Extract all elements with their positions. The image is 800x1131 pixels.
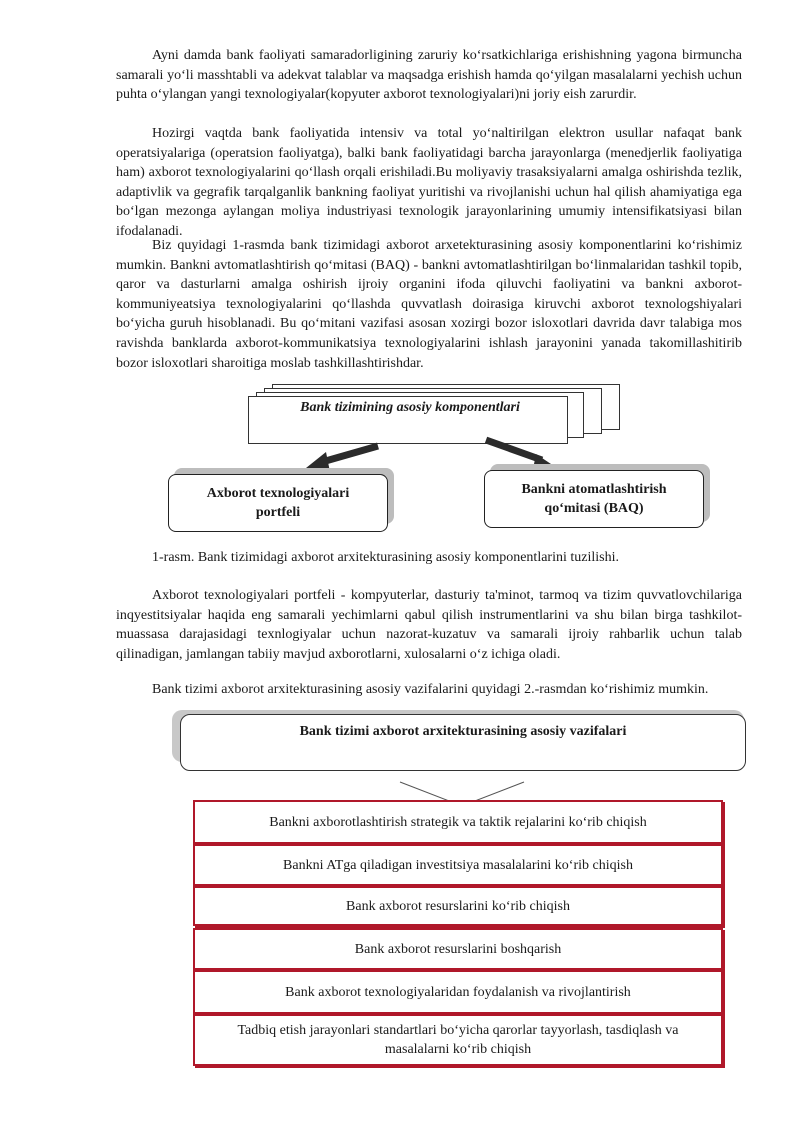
function-item-5: Bank axborot texnologiyalaridan foydalanish va rivojlantirish <box>193 970 723 1014</box>
figure-1-title: Bank tizimining asosiy komponentlari <box>300 400 520 415</box>
paragraph-1: Ayni damda bank faoliyati samaradorligining zaruriy ko‘rsatkichlariga erishishning yagona birmuncha samarali yo‘li masshtabli va adekvat talablar va maqsadga erishish hamda qo‘yilgan masalalarni yechish uchun puhta o‘ylangan yangi texnologiyalar(kopyuter axborot texnologiyalari)ni joriy eish zarurdir. <box>116 48 742 103</box>
paragraph-3: Biz quyidagi 1-rasmda bank tizimidagi axborot arxetekturasining asosiy komponentlarini ko‘rishimiz mumkin. Bankni avtomatlashtirish qo‘mitasi (BAQ) - bankni avtomatlashtirilgan bo‘linmalaridan tashkil topib, qaror va dasturlarni amalga oshirish ijroiy organini ifoda qiluvchi faoliyatini va bankni axborot-kommuniyeatsiya texnologiyalarini qo‘llashda quvvatlash doirasiga kiruvchi axborot texnologshiyalari bo‘yicha guruh hisoblanadi. Bu qo‘mitani vazifasi asosan xozirgi bozor isloxotlari davrida davr talabiga mos ravishda banklarda axborot-kommunikatsiya texnologiyalarini ishlash jarayonini yanada takomillashitirib bozor isloxotlari sharoitiga moslab tashkillashtirishdar. <box>116 238 742 371</box>
function-item-6: Tadbiq etish jarayonlari standartlari bo‘yicha qarorlar tayyorlash, tasdiqlash va masalalarni ko‘rib chiqish <box>193 1014 723 1066</box>
function-item-3: Bank axborot resurslarini ko‘rib chiqish <box>193 886 723 926</box>
paragraph-5: Bank tizimi axborot arxitekturasining asosiy vazifalarini quyidagi 2.-rasmdan ko‘rishimiz mumkin. <box>152 682 709 697</box>
left-box-label: Axborot texnologiyalari portfeli <box>206 486 350 520</box>
function-item-2: Bankni ATga qiladigan investitsiya masalalarini ko‘rib chiqish <box>193 844 723 886</box>
paragraph-2: Hozirgi vaqtda bank faoliyatida intensiv va total yo‘naltirilgan elektron usullar nafaqat bank operatsiyalariga (operatsion faoliyatga), balki bank faoliyatidagi barcha jarayonlarga (menedjerlik faoliyatiga ham) axborot texnologiyalarini qo‘llash orqali erishiladi.Bu moliyaviy trasaksiyalarni amalga oshirishda tezlik, adaptivlik va gegrafik tarqalganlik bankning faoliyat yuritishi va rivojlanishi uchun hal qilish ahamiyatiga ega bo‘lgan mezonga aylangan moliya industriyasi texnologik jarayonlarining umumiy intensifikatsiyasi bilan ifodalanadi. <box>116 126 742 239</box>
figure-2-title: Bank tizimi axborot arxitekturasining asosiy vazifalari <box>180 714 746 771</box>
function-item-4: Bank axborot resurslarini boshqarish <box>193 928 723 970</box>
right-box-label: Bankni atomatlashtirish qo‘mitasi (BAQ) <box>521 482 667 516</box>
function-item-1: Bankni axborotlashtirish strategik va taktik rejalarini ko‘rib chiqish <box>193 800 723 844</box>
paragraph-4: Axborot texnologiyalari portfeli - kompyuterlar, dasturiy ta'minot, tarmoq va tizim quvvatlovchilariga inqyestitsiyalar haqida eng samarali yechimlarni qabul qilish instrumentlarini va shu bilan birga tashkilot-muassasa darajasidagi texnlogiyalar uchun nazorat-kuzatuv va samarali ijroiy rahbarlik uchun talab qilinadigan, jamlangan tabiiy mavjud axborotlarni, xulosalarni o‘z ichiga oladi. <box>116 588 742 662</box>
figure-1-caption: 1-rasm. Bank tizimidagi axborot arxitekturasining asosiy komponentlarini tuzilishi. <box>152 550 619 565</box>
